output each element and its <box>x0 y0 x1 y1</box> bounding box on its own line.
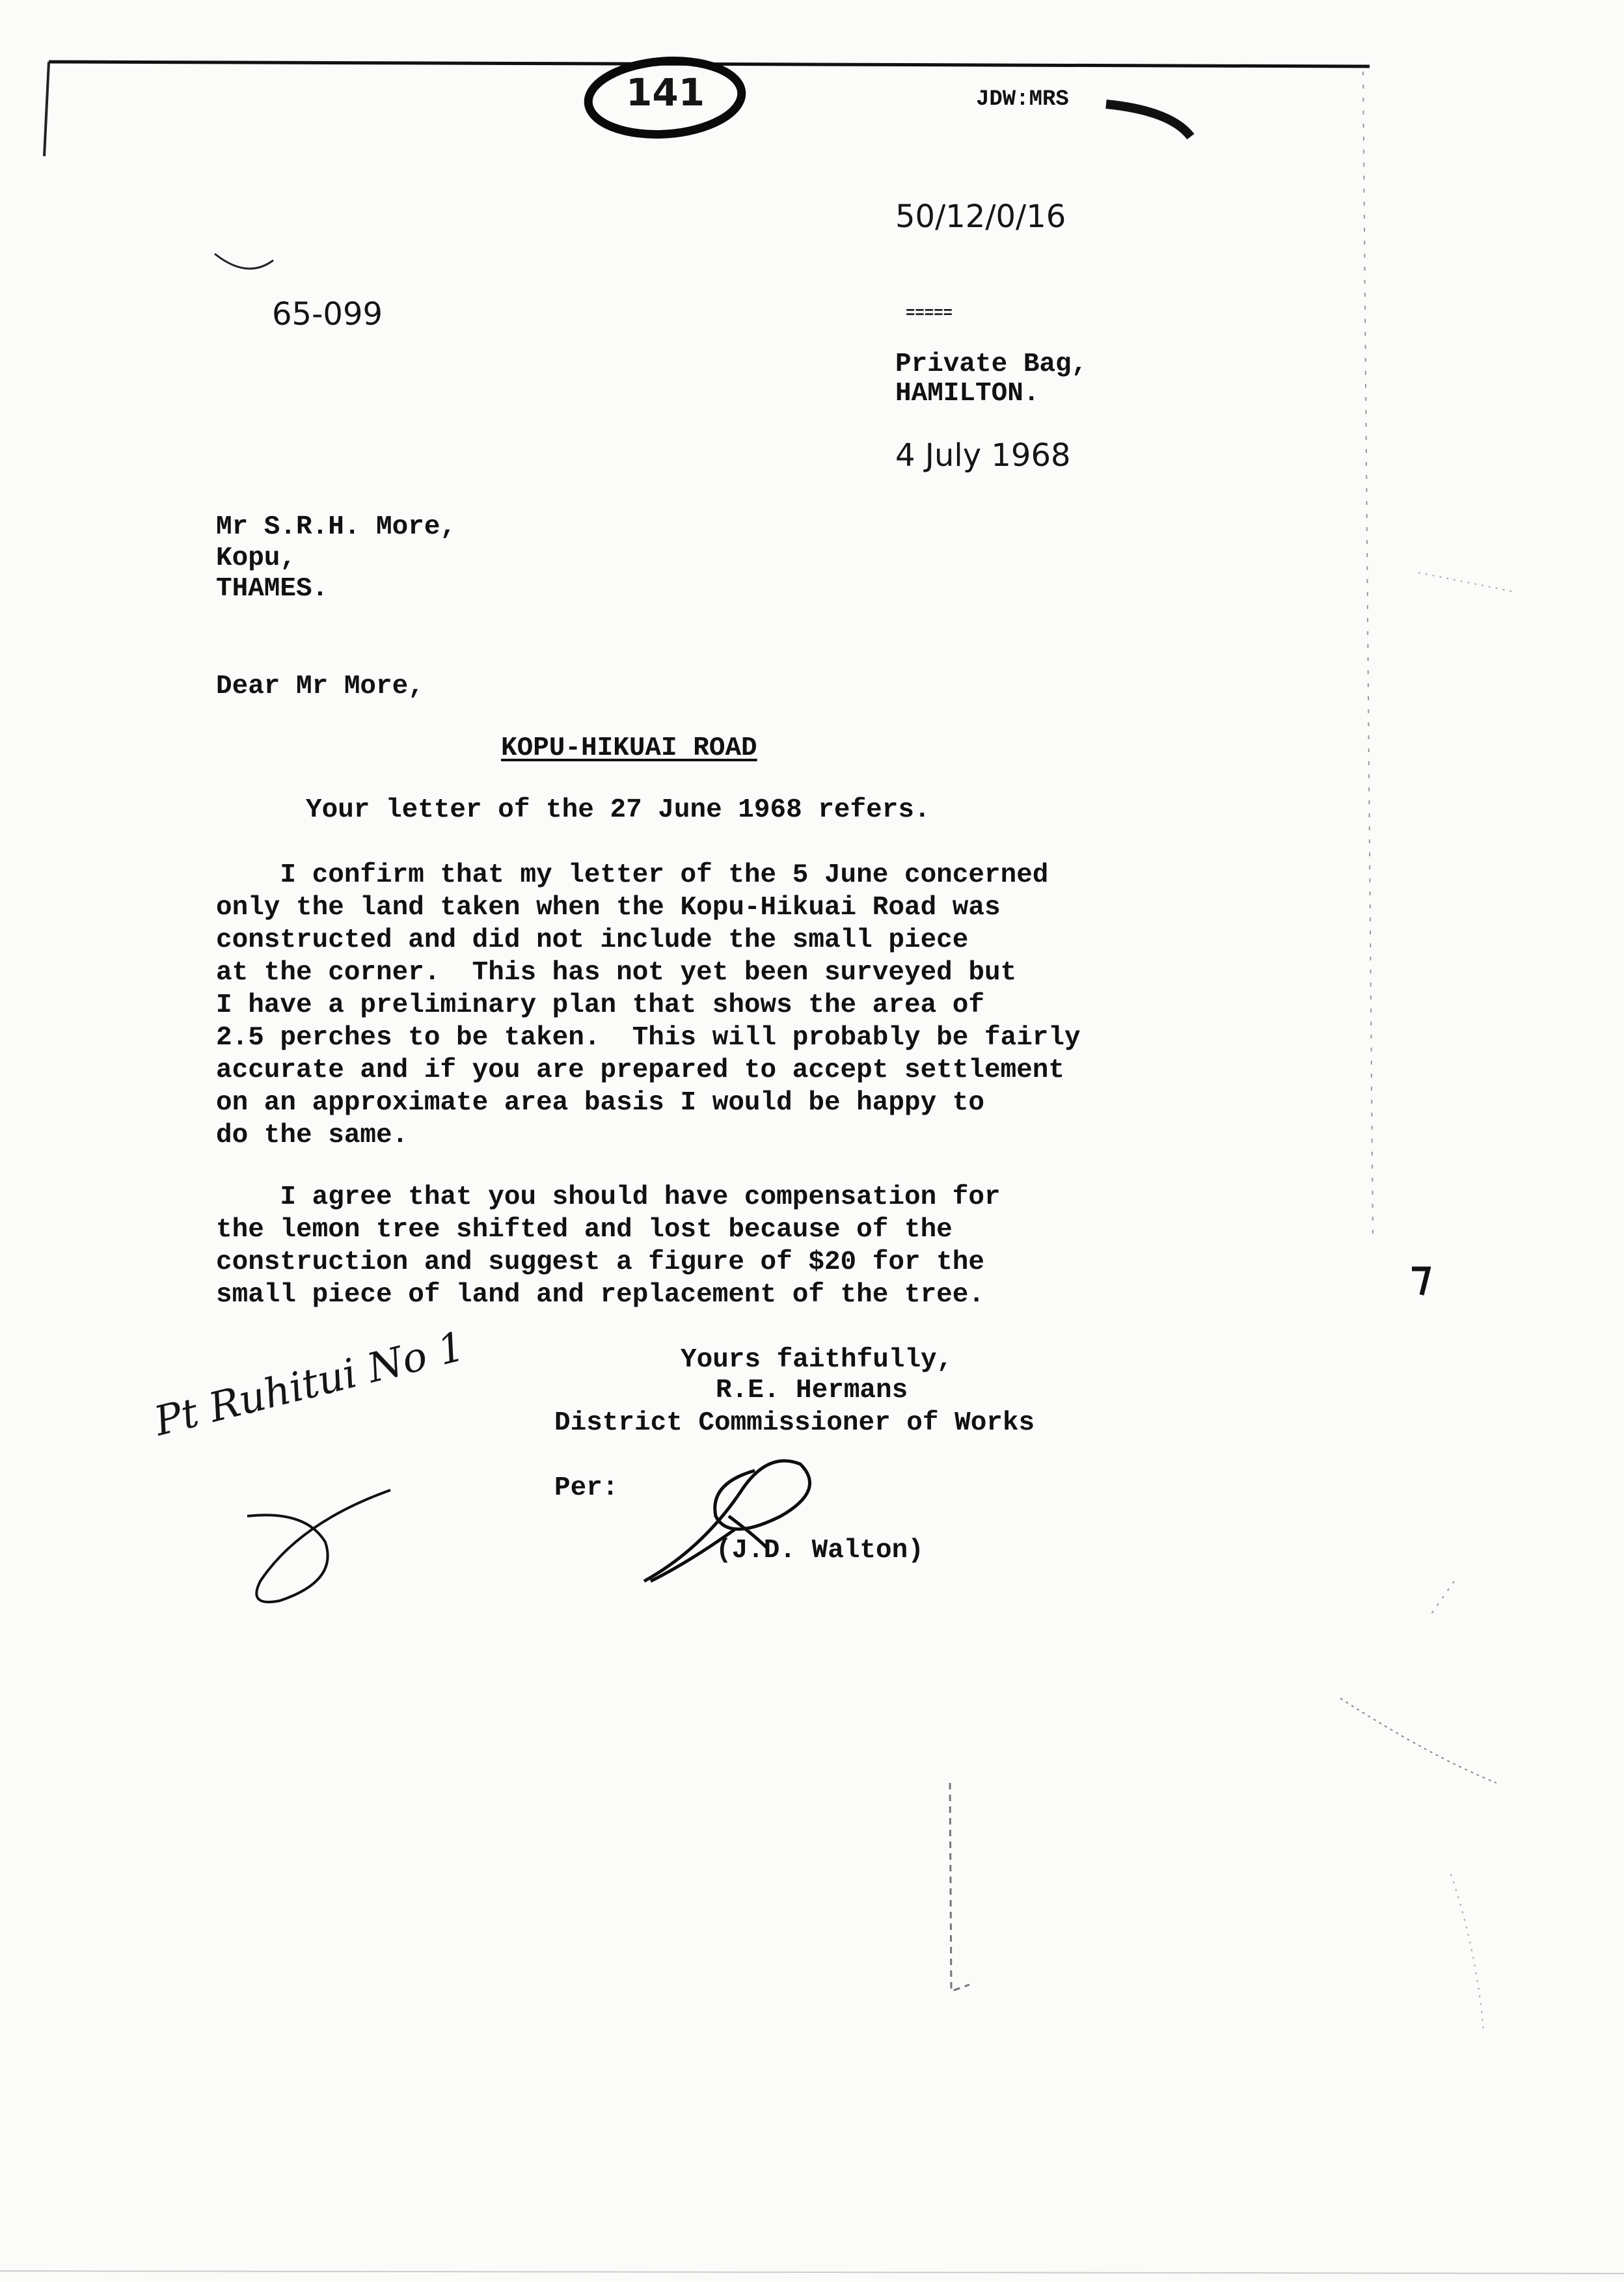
sender-address-line1: Private Bag, <box>895 349 1088 379</box>
sender-address-line2: HAMILTON. <box>895 379 1040 409</box>
handwritten-margin-note: Pt Ruhitui No 1 <box>150 1322 469 1445</box>
valediction: Yours faithfully, <box>681 1345 953 1375</box>
paragraph-2 <box>216 859 1257 1152</box>
paragraph-line: Your letter of the 27 June 1968 refers. <box>306 795 930 825</box>
paragraph-line: I agree that you should have compensation for <box>216 1182 1001 1212</box>
signatory-name: R.E. Hermans <box>716 1376 908 1406</box>
paragraph-line: construction and suggest a figure of $20 for the <box>216 1247 984 1277</box>
signatory-title: District Commissioner of Works <box>554 1408 1035 1438</box>
paragraph-line: I have a preliminary plan that shows the area of <box>216 990 984 1020</box>
salutation: Dear Mr More, <box>216 672 424 701</box>
folio-number: 141 <box>626 70 705 115</box>
paragraph-line: on an approximate area basis I would be happy to <box>216 1088 984 1118</box>
separator-mark: ===== <box>906 305 953 323</box>
per-label: Per: <box>554 1473 619 1503</box>
paragraph-1 <box>306 794 1347 826</box>
paragraph-line: 2.5 perches to be taken. This will probably be fairly <box>216 1023 1081 1053</box>
recipient-line3: THAMES. <box>216 574 329 604</box>
paragraph-line: do the same. <box>216 1121 409 1150</box>
file-reference: 50/12/0/16 <box>895 198 1066 235</box>
margin-squiggle <box>247 1490 390 1602</box>
paragraph-line: at the corner. This has not yet been surveyed but <box>216 958 1017 988</box>
paragraph-line: the lemon tree shifted and lost because of the <box>216 1215 953 1245</box>
paragraph-line: I confirm that my letter of the 5 June concerned <box>216 860 1049 890</box>
paragraph-3 <box>216 1181 1257 1311</box>
reference-initials: JDW:MRS <box>976 87 1069 112</box>
paragraph-line: only the land taken when the Kopu-Hikuai Road was <box>216 893 1001 923</box>
left-reference: 65-099 <box>272 296 383 333</box>
per-name: (J.D. Walton) <box>716 1536 924 1566</box>
subject-heading: KOPU-HIKUAI ROAD <box>501 733 757 763</box>
recipient-line1: Mr S.R.H. More, <box>216 512 457 542</box>
recipient-line2: Kopu, <box>216 543 297 573</box>
letter-date: 4 July 1968 <box>895 437 1071 474</box>
paragraph-line: constructed and did not include the small piece <box>216 925 969 955</box>
paragraph-line: small piece of land and replacement of the tree. <box>216 1280 984 1310</box>
paragraph-line: accurate and if you are prepared to accept settlement <box>216 1055 1065 1085</box>
